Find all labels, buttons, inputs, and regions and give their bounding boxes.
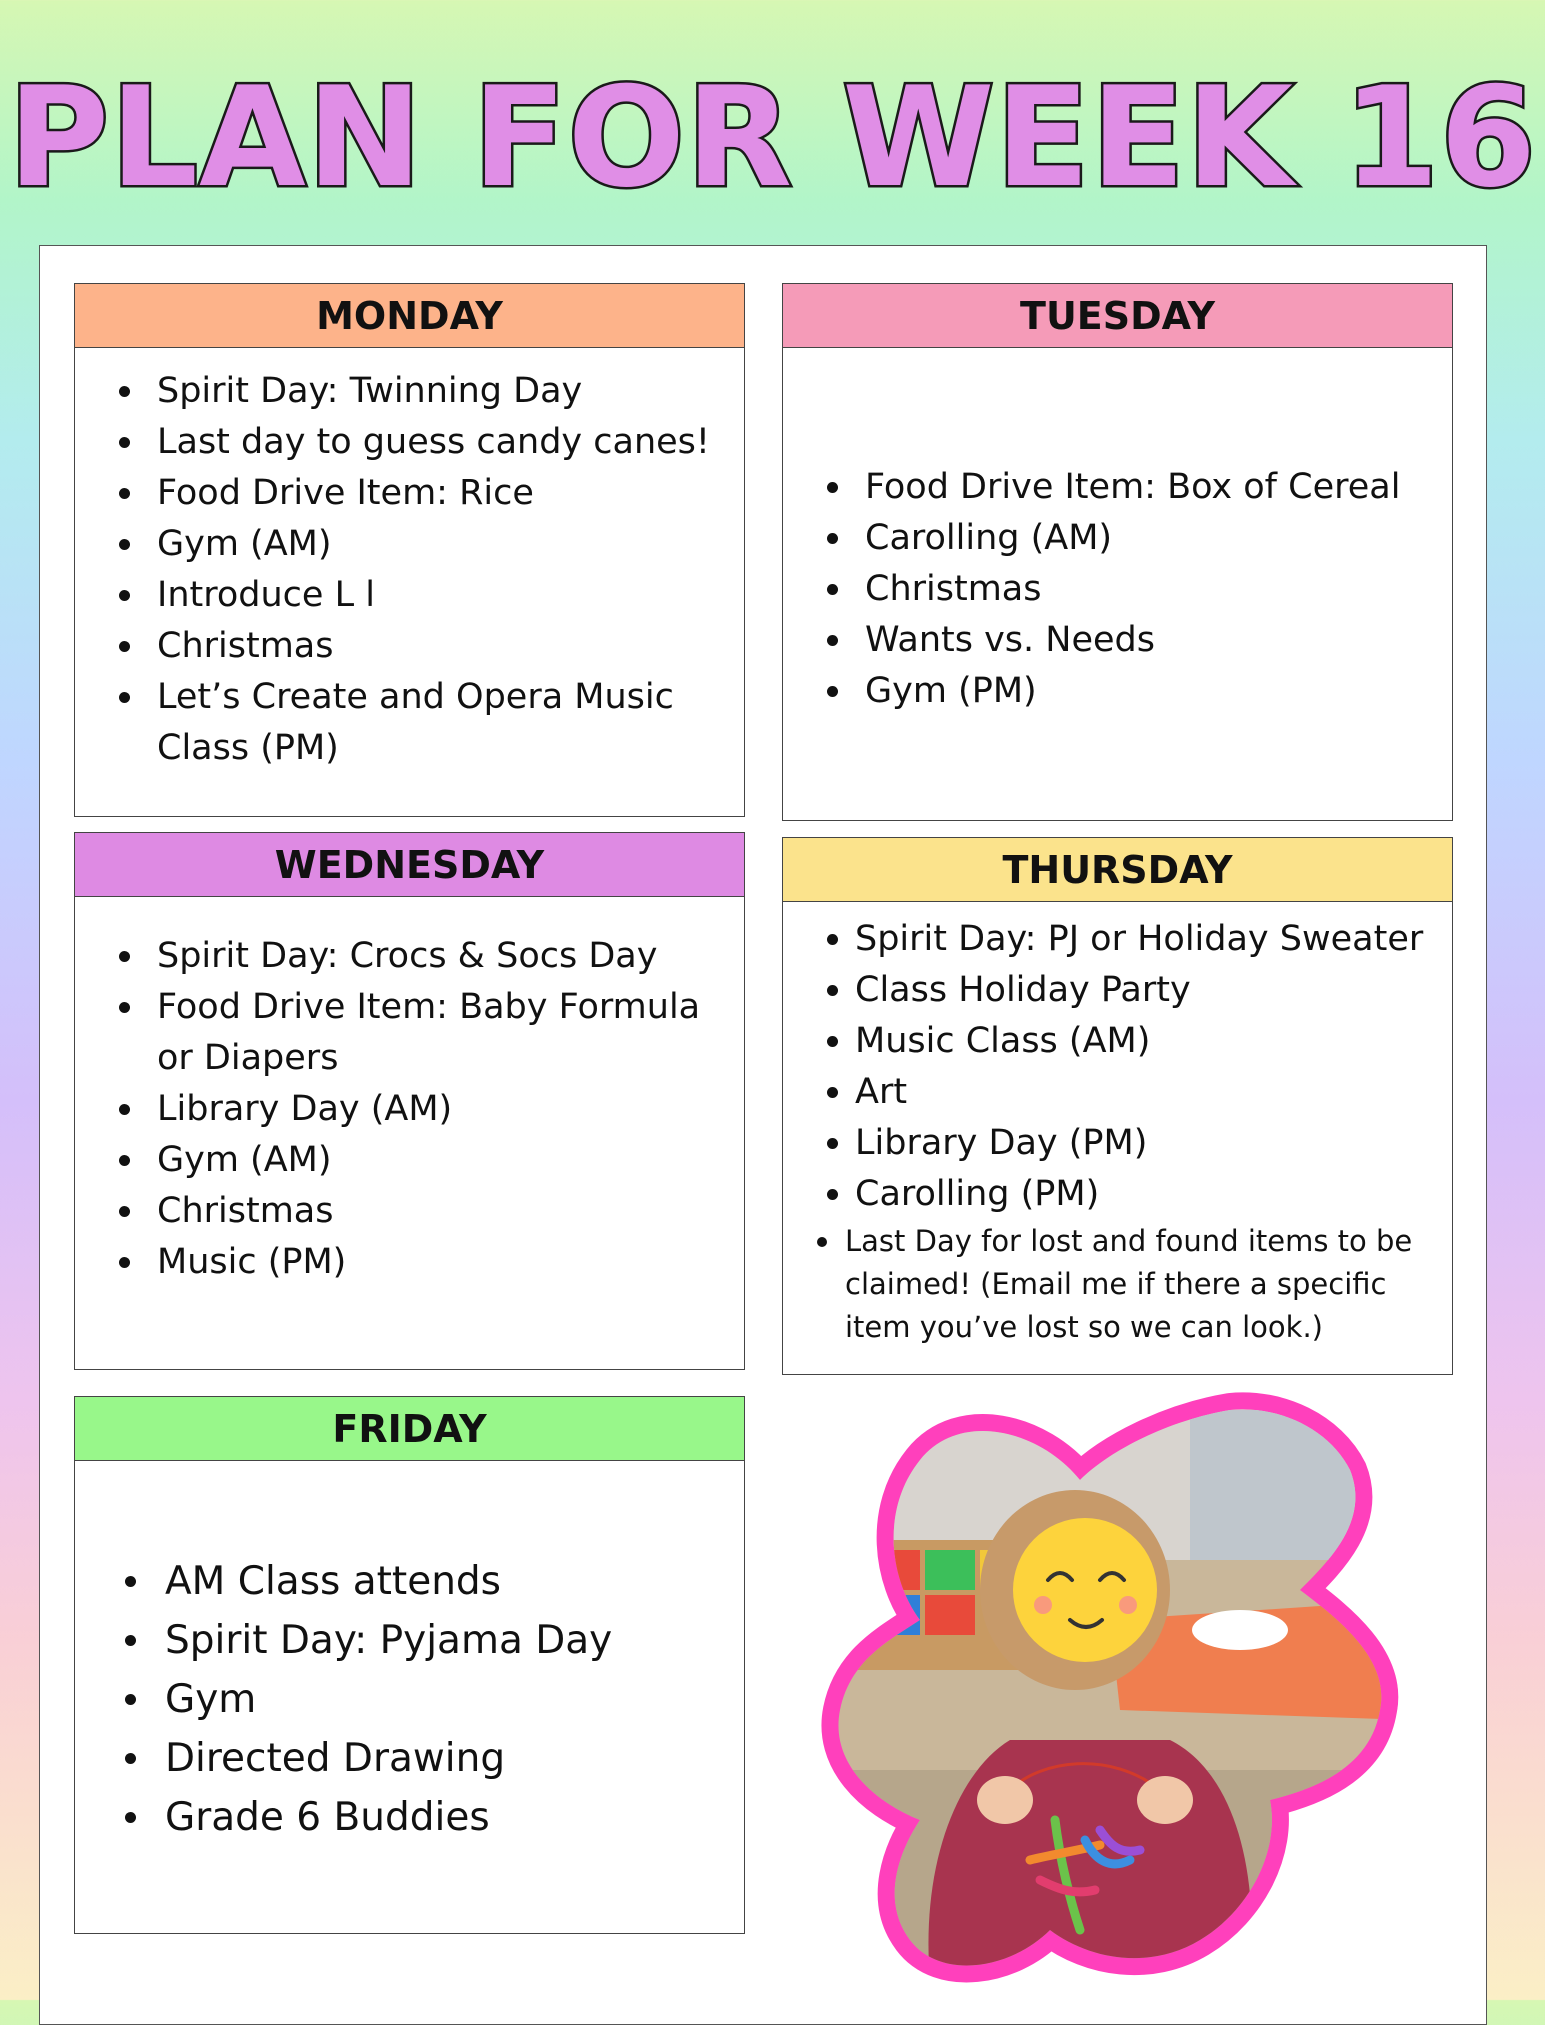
tuesday-label: TUESDAY (1020, 293, 1215, 338)
list-item: Food Drive Item: Rice (75, 468, 744, 519)
thursday-list (783, 914, 1452, 1349)
smiley-face-icon (1013, 1518, 1157, 1662)
wednesday-header (75, 833, 744, 897)
list-item: Music (PM) (75, 1237, 744, 1288)
list-item: Christmas (75, 1186, 744, 1237)
list-item: Gym (PM) (783, 666, 1452, 717)
monday-card (74, 283, 745, 817)
list-item: Spirit Day: Crocs & Socs Day (75, 931, 744, 982)
list-item: Gym (75, 1670, 744, 1729)
monday-label: MONDAY (316, 293, 503, 338)
thursday-header (783, 838, 1452, 902)
list-item: Food Drive Item: Baby Formula or Diapers (75, 982, 744, 1084)
wednesday-label: WEDNESDAY (274, 842, 545, 887)
list-item: Library Day (AM) (75, 1084, 744, 1135)
classroom-photo (810, 1390, 1410, 1990)
monday-list (75, 366, 744, 774)
list-item: Spirit Day: Pyjama Day (75, 1611, 744, 1670)
list-item: Directed Drawing (75, 1729, 744, 1788)
monday-header (75, 284, 744, 348)
list-item: Art (783, 1067, 1452, 1118)
page-title: PLAN FOR WEEK 16 (7, 57, 1538, 218)
photo-illustration (810, 1390, 1410, 1990)
list-item: Carolling (PM) (783, 1169, 1452, 1220)
list-item: Last Day for lost and found items to be claimed! (Email me if there a specific item you’ve lost so we can look.) (783, 1220, 1452, 1349)
list-item: AM Class attends (75, 1552, 744, 1611)
thursday-label: THURSDAY (1002, 847, 1233, 892)
friday-label: FRIDAY (332, 1406, 487, 1451)
list-item: Wants vs. Needs (783, 615, 1452, 666)
list-item: Food Drive Item: Box of Cereal (783, 462, 1452, 513)
list-item: Gym (AM) (75, 1135, 744, 1186)
friday-list (75, 1552, 744, 1847)
wednesday-card (74, 832, 745, 1370)
list-item: Last day to guess candy canes! (75, 417, 744, 468)
thursday-card (782, 837, 1453, 1375)
list-item: Carolling (AM) (783, 513, 1452, 564)
list-item: Christmas (783, 564, 1452, 615)
friday-header (75, 1397, 744, 1461)
list-item: Introduce L l (75, 570, 744, 621)
list-item: Gym (AM) (75, 519, 744, 570)
list-item: Grade 6 Buddies (75, 1788, 744, 1847)
list-item: Music Class (AM) (783, 1016, 1452, 1067)
tuesday-list (783, 462, 1452, 717)
list-item: Let’s Create and Opera Music Class (PM) (75, 672, 744, 774)
list-item: Spirit Day: Twinning Day (75, 366, 744, 417)
friday-card (74, 1396, 745, 1934)
list-item: Class Holiday Party (783, 965, 1452, 1016)
tuesday-header (783, 284, 1452, 348)
wednesday-list (75, 931, 744, 1288)
list-item: Spirit Day: PJ or Holiday Sweater (783, 914, 1452, 965)
list-item: Library Day (PM) (783, 1118, 1452, 1169)
list-item: Christmas (75, 621, 744, 672)
tuesday-card (782, 283, 1453, 821)
